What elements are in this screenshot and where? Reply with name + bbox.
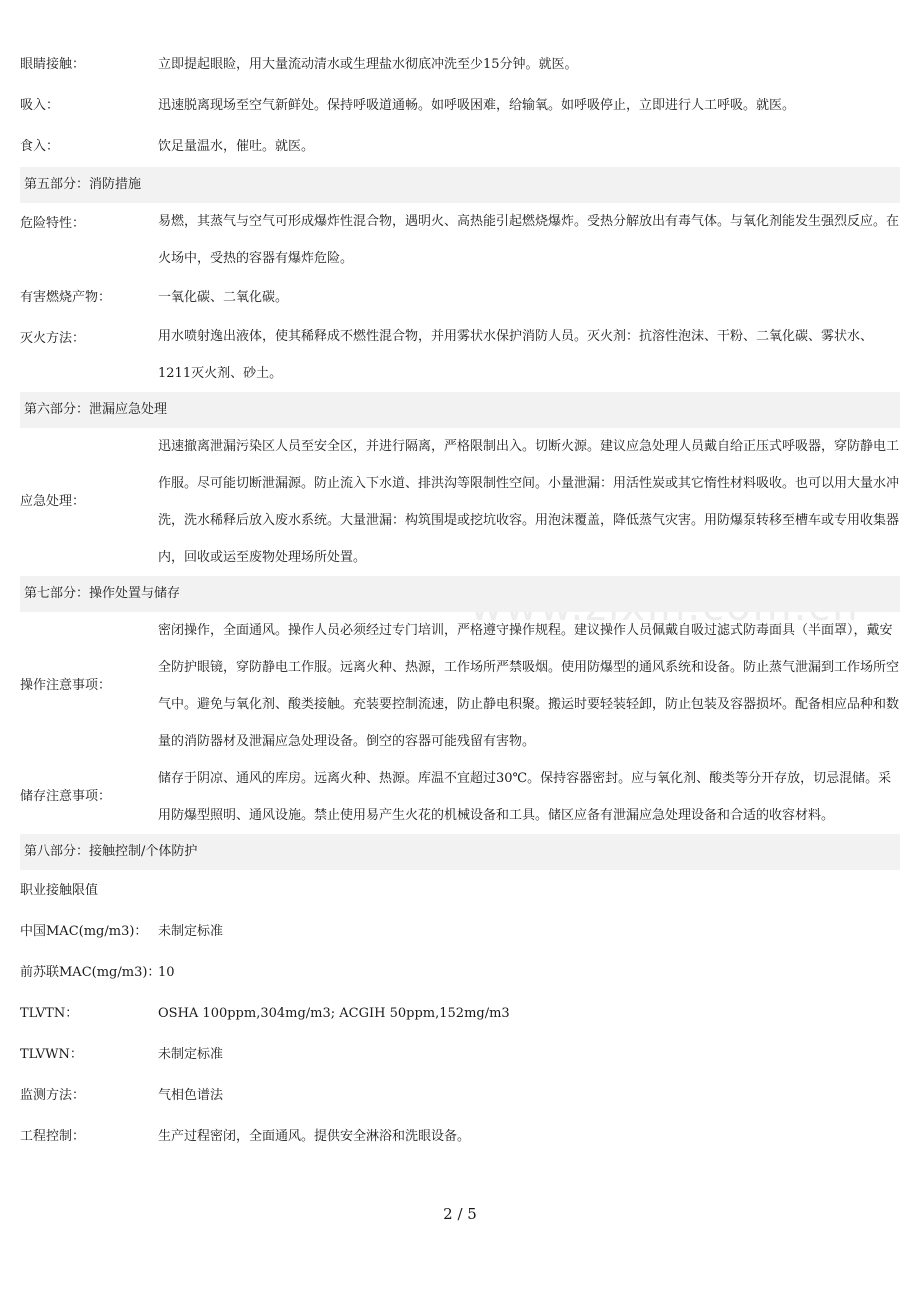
row-ussr-mac [20, 952, 900, 993]
row-label: 应急处理： [20, 494, 86, 509]
row-value: 未制定标准 [158, 924, 224, 939]
row-label: TLVWN： [20, 1047, 83, 1062]
row-storage [20, 760, 900, 834]
row-label: 操作注意事项： [20, 678, 112, 693]
row-hazard [20, 203, 900, 277]
page-number [0, 1205, 920, 1223]
subsection-title: 职业接触限值 [20, 883, 99, 898]
row-label: 储存注意事项： [20, 789, 112, 804]
row-value: OSHA 100ppm,304mg/m3; ACGIH 50ppm,152mg/m3 [158, 1006, 510, 1021]
row-ingestion [20, 126, 900, 167]
total-pages: 5 [467, 1205, 477, 1223]
row-inhalation [20, 85, 900, 126]
row-label: TLVTN： [20, 1006, 79, 1021]
current-page: 2 [443, 1205, 453, 1223]
row-label: 中国MAC(mg/m3)： [20, 924, 148, 939]
row-handling [20, 612, 900, 760]
row-tlvtn [20, 993, 900, 1034]
section-header-handling: 第七部分：操作处置与储存 [20, 576, 900, 612]
row-label: 监测方法： [20, 1088, 86, 1103]
row-label: 食入： [20, 139, 60, 154]
page-separator: / [452, 1205, 468, 1223]
row-monitoring [20, 1075, 900, 1116]
row-extinguishing [20, 318, 900, 392]
section-header-exposure: 第八部分：接触控制/个体防护 [20, 834, 900, 870]
row-value: 未制定标准 [158, 1047, 224, 1062]
row-value: 易燃，其蒸气与空气可形成爆炸性混合物，遇明火、高热能引起燃烧爆炸。受热分解放出有毒气体。与氧化剂能发生强烈反应。在火场中，受热的容器有爆炸危险。 [158, 214, 900, 266]
row-eye-contact [20, 44, 900, 85]
row-value: 密闭操作，全面通风。操作人员必须经过专门培训，严格遵守操作规程。建议操作人员佩戴自吸过滤式防毒面具（半面罩），戴安全防护眼镜，穿防静电工作服。远离火种、热源，工作场所严禁吸烟。使用防爆型的通风系统和设备。防止蒸气泄漏到工作场所空气中。避免与氧化剂、酸类接触。充装要控制流速，防止静电积聚。搬运时要轻装轻卸，防止包装及容器损坏。配备相应品种和数量的消防器材及泄漏应急处理设备。倒空的容器可能残留有害物。 [158, 623, 900, 749]
row-engineering [20, 1116, 900, 1157]
row-label: 危险特性： [20, 216, 86, 231]
row-label: 有害燃烧产物： [20, 290, 112, 305]
row-value: 生产过程密闭，全面通风。提供安全淋浴和洗眼设备。 [158, 1129, 471, 1144]
section-header-leak: 第六部分：泄漏应急处理 [20, 392, 900, 428]
row-value: 迅速撤离泄漏污染区人员至安全区，并进行隔离，严格限制出入。切断火源。建议应急处理人员戴自给正压式呼吸器，穿防静电工作服。尽可能切断泄漏源。防止流入下水道、排洪沟等限制性空间。小量泄漏：用活性炭或其它惰性材料吸收。也可以用大量水冲洗，洗水稀释后放入废水系统。大量泄漏：构筑围堤或挖坑收容。用泡沫覆盖，降低蒸气灾害。用防爆泵转移至槽车或专用收集器内，回收或运至废物处理场所处置。 [158, 439, 900, 565]
row-tlvwn [20, 1034, 900, 1075]
row-value: 10 [158, 965, 175, 980]
row-value: 气相色谱法 [158, 1088, 224, 1103]
row-emergency [20, 428, 900, 576]
section-header-fire: 第五部分：消防措施 [20, 167, 900, 203]
document-page [20, 44, 900, 1157]
row-value: 一氧化碳、二氧化碳。 [158, 290, 289, 305]
row-label: 工程控制： [20, 1129, 86, 1144]
row-value: 饮足量温水，催吐。就医。 [158, 139, 315, 154]
row-value: 用水喷射逸出液体，使其稀释成不燃性混合物，并用雾状水保护消防人员。灭火剂：抗溶性泡沫、干粉、二氧化碳、雾状水、1211灭火剂、砂土。 [158, 329, 874, 381]
row-combustion-products [20, 277, 900, 318]
row-label: 吸入： [20, 98, 60, 113]
row-value: 储存于阴凉、通风的库房。远离火种、热源。库温不宜超过30℃。保持容器密封。应与氧化剂、酸类等分开存放，切忌混储。采用防爆型照明、通风设施。禁止使用易产生火花的机械设备和工具。储区应备有泄漏应急处理设备和合适的收容材料。 [158, 771, 892, 823]
row-label: 灭火方法： [20, 331, 86, 346]
row-value: 立即提起眼睑，用大量流动清水或生理盐水彻底冲洗至少15分钟。就医。 [158, 57, 578, 72]
row-china-mac [20, 911, 900, 952]
row-value: 迅速脱离现场至空气新鲜处。保持呼吸道通畅。如呼吸困难，给输氧。如呼吸停止，立即进行人工呼吸。就医。 [158, 98, 796, 113]
row-label: 前苏联MAC(mg/m3)： [20, 965, 161, 980]
row-label: 眼睛接触： [20, 57, 86, 72]
